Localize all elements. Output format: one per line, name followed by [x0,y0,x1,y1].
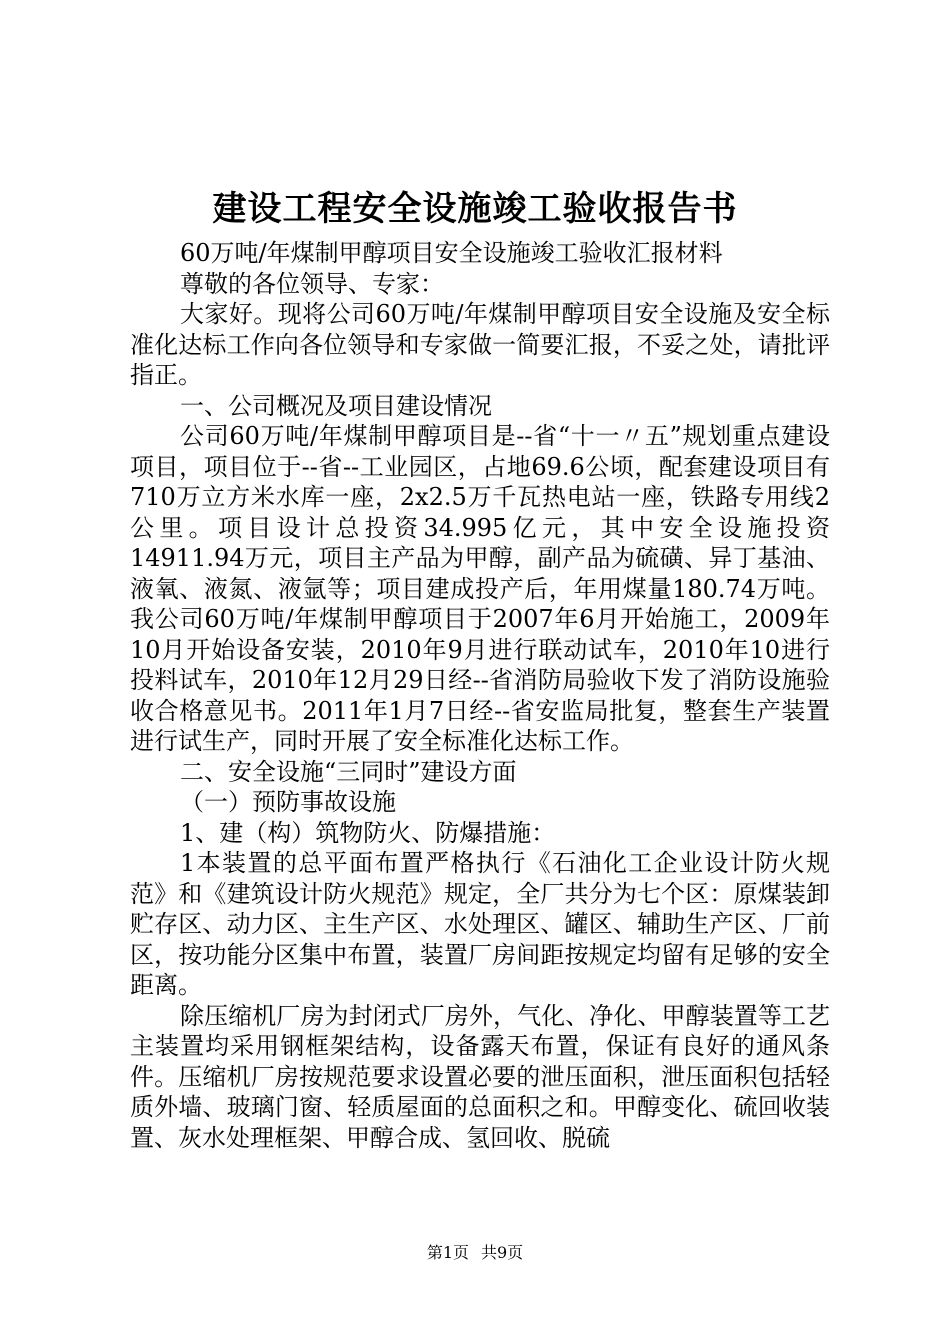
section-heading-2: 二、安全设施“三同时”建设方面 [180,757,517,786]
paragraph-subtitle: 60万吨/年煤制甲醇项目安全设施竣工验收汇报材料 [180,239,723,267]
paragraph-overview: 公司60万吨/年煤制甲醇项目是--省“十一〃五”规划重点建设项目，项目位于--省--工业园区，占地69.6公顷，配套建设项目有710万立方米水库一座，2x2.5万千瓦热电站一座，铁路专用线2公里。项目设计总投资34.995亿元，其中安全设施投资14911.94万元，项目主产品为甲醇，副产品为硫磺、异丁基油、液氧、液氮、液氩等；项目建成投产后，年用煤量180.74万吨。我公司60万吨/年煤制甲醇项目于2007年6月开始施工，2009年10月开始设备安装，2010年9月进行联动试车，2010年10进行投料试车，2010年12月29日经--省消防局验收下发了消防设施验收合格意见书。2011年1月7日经--省安监局批复，整套生产装置进行试生产，同时开展了安全标准化达标工作。 [130,422,830,755]
item-heading-1: 1、建（构）筑物防火、防爆措施： [180,818,556,847]
document-body [130,238,830,1153]
paragraph-structure: 除压缩机厂房为封闭式厂房外，气化、净化、甲醇装置等工艺主装置均采用钢框架结构，设备露天布置，保证有良好的通风条件。压缩机厂房按规范要求设置必要的泄压面积，泄压面积包括轻质外墙、玻璃门窗、轻质屋面的总面积之和。甲醇变化、硫回收装置、灰水处理框架、甲醇合成、氢回收、脱硫 [130,1001,830,1152]
subsection-heading-1: （一）预防事故设施 [180,788,396,816]
page-footer [0,1242,950,1264]
document-title: 建设工程安全设施竣工验收报告书 [212,189,738,229]
paragraph-intro: 大家好。现将公司60万吨/年煤制甲醇项目安全设施及安全标准化达标工作向各位领导和专家做一简要汇报，不妥之处，请批评指正。 [130,300,830,389]
paragraph-salutation: 尊敬的各位领导、专家： [180,269,444,298]
paragraph-layout: 1本装置的总平面布置严格执行《石油化工企业设计防火规范》和《建筑设计防火规范》规定，全厂共分为七个区：原煤装卸贮存区、动力区、主生产区、水处理区、罐区、辅助生产区、厂前区，按功能分区集中布置，装置厂房间距按规定均留有足够的安全距离。 [130,849,830,999]
page-number: 第1页 [426,1243,469,1262]
page-total: 共9页 [481,1243,524,1262]
section-heading-1: 一、公司概况及项目建设情况 [180,391,492,420]
